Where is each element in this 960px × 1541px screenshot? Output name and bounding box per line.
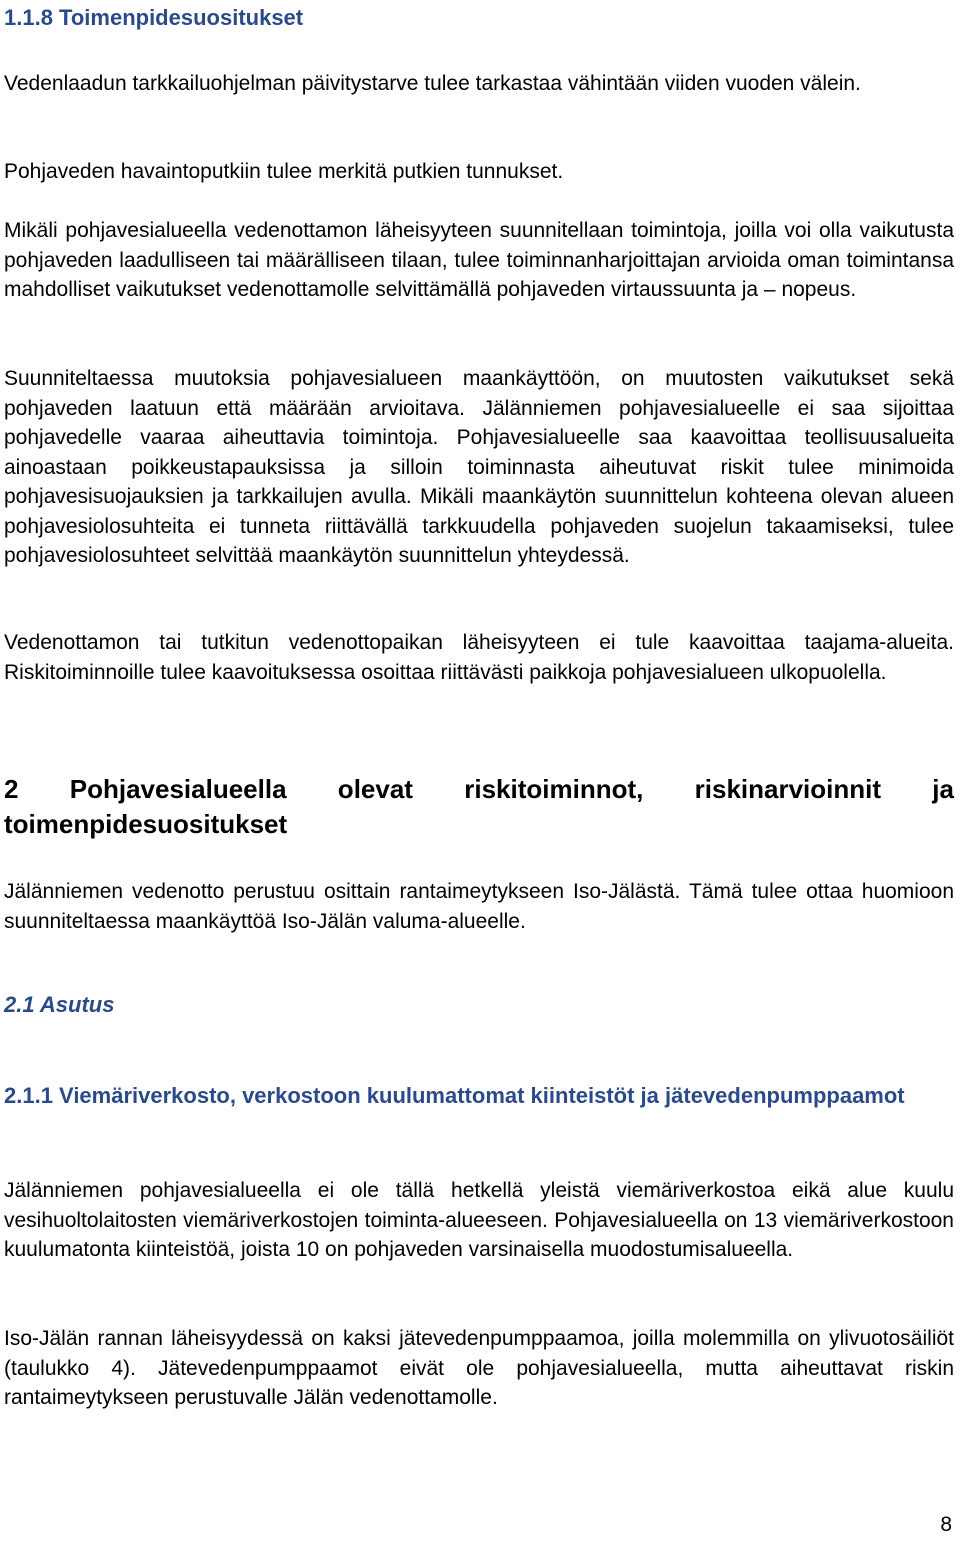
paragraph-land-use-changes: Suunniteltaessa muutoksia pohjavesialueen maankäyttöön, on muutosten vaikutukset sekä pohjaveden laatuun että määrään arvioitava. Jälänniemen pohjavesialueelle ei saa sijoittaa pohjavedelle vaaraa aiheuttavia toimintoja. Pohjavesialueelle saa kaavoittaa teollisuusalueita ainoastaan poikkeustapauksissa ja silloin toiminnasta aiheutuvat riskit tulee minimoida pohjavesisuojauksien ja tarkkailujen avulla. Mikäli maankäytön suunnittelun kohteena olevan alueen pohjavesiolosuhteita ei tunneta riittävällä tarkkuudella pohjaveden suojelun takaamiseksi, tulee pohjavesiolosuhteet selvittää maankäytön suunnittelun yhteydessä. [4, 367, 954, 567]
chapter-heading-2: 2 Pohjavesialueella olevat riskitoiminnot, riskinarvioinnit ja toimenpidesuositukset [4, 774, 954, 839]
paragraph-zoning-restrictions: Vedenottamon tai tutkitun vedenottopaikan läheisyyteen ei tule kaavoittaa taajama-alueita. Riskitoiminnoille tulee kaavoituksessa osoittaa riittävästi paikkoja pohjavesialueen ulkopuolella. [4, 631, 954, 684]
paragraph-pumping-stations: Iso-Jälän rannan läheisyydessä on kaksi jätevedenpumppaamoa, joilla molemmilla on ylivuotosäiliöt (taulukko 4). Jätevedenpumppaamot eivät ole pohjavesialueella, mutta aiheuttavat riskin rantaimeytykseen perustuvalle Jälän vedenottamolle. [4, 1327, 954, 1409]
paragraph-monitoring-update: Vedenlaadun tarkkailuohjelman päivitystarve tulee tarkastaa vähintään viiden vuoden välein. [4, 72, 861, 95]
paragraph-bank-infiltration: Jälänniemen vedenotto perustuu osittain rantaimeytykseen Iso-Jälästä. Tämä tulee ottaa huomioon suunniteltaessa maankäyttöä Iso-Jälän valuma-alueelle. [4, 880, 954, 933]
page-number: 8 [940, 1513, 952, 1536]
paragraph-sewer-network: Jälänniemen pohjavesialueella ei ole tällä hetkellä yleistä viemäriverkostoa eikä alue kuulu vesihuoltolaitosten viemäriverkostojen toiminta-alueeseen. Pohjavesialueella on 13 viemäriverkostoon kuulumatonta kiinteistöä, joista 10 on pohjaveden varsinaisella muodostumisalueella. [4, 1179, 954, 1261]
section-heading-2-1-1: 2.1.1 Viemäriverkosto, verkostoon kuulumattomat kiinteistöt ja jätevedenpumppaamot [4, 1083, 905, 1108]
paragraph-observation-pipes: Pohjaveden havaintoputkiin tulee merkitä putkien tunnukset. [4, 160, 564, 183]
section-heading-1-1-8: 1.1.8 Toimenpidesuositukset [4, 5, 304, 30]
section-heading-2-1: 2.1 Asutus [4, 992, 115, 1017]
paragraph-activities-near-intake: Mikäli pohjavesialueella vedenottamon läheisyyteen suunnitellaan toimintoja, joilla voi olla vaikutusta pohjaveden laadulliseen tai määrälliseen tilaan, tulee toiminnanharjoittajan arvioida oman toimintansa mahdolliset vaikutukset vedenottamolle selvittämällä pohjaveden virtaussuunta ja – nopeus. [4, 219, 954, 301]
